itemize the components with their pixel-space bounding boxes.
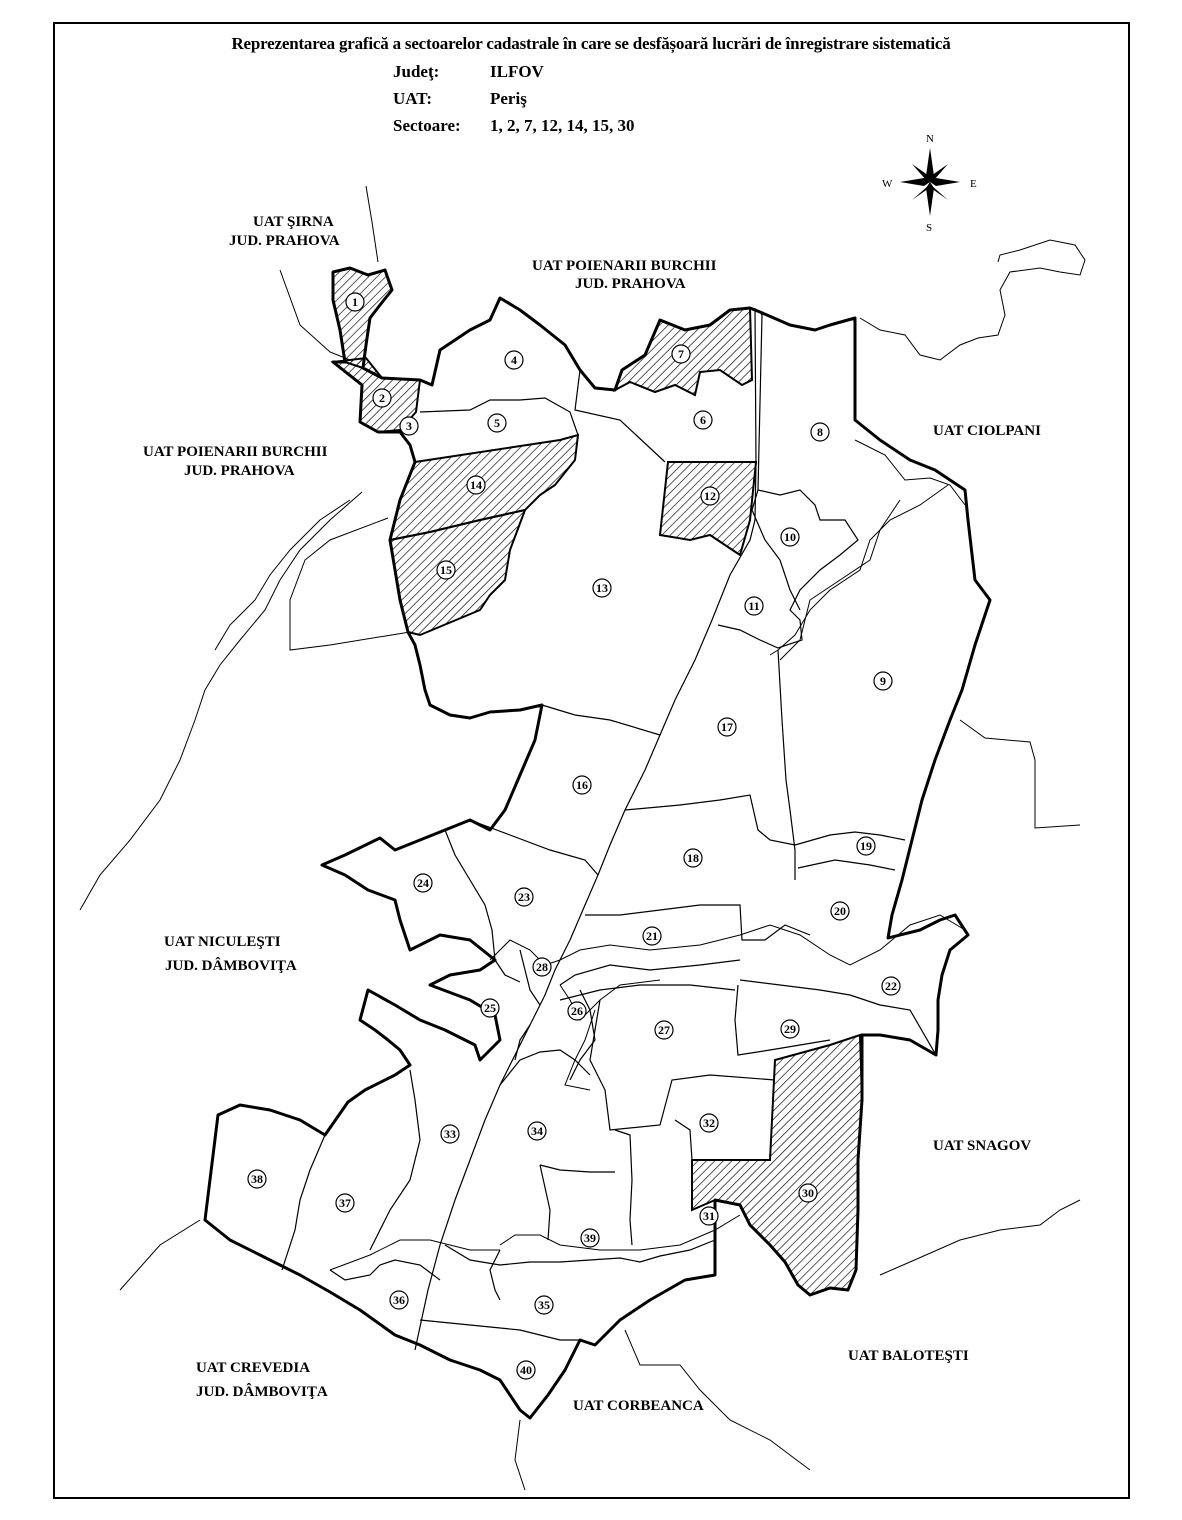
sector-marker-28 bbox=[533, 958, 551, 976]
sectoare-label: Sectoare: bbox=[393, 116, 461, 135]
sector-marker-33 bbox=[441, 1125, 459, 1143]
sector-marker-14 bbox=[467, 476, 485, 494]
sector-marker-1 bbox=[346, 293, 364, 311]
sector-marker-12 bbox=[701, 487, 719, 505]
sector-marker-29 bbox=[781, 1020, 799, 1038]
sector-number-38: 38 bbox=[251, 1172, 263, 1186]
sector-number-32: 32 bbox=[703, 1116, 715, 1130]
sector-marker-21 bbox=[643, 927, 661, 945]
sector-marker-18 bbox=[684, 849, 702, 867]
sector-number-8: 8 bbox=[817, 425, 823, 439]
sector-number-14: 14 bbox=[470, 478, 482, 492]
sector-number-9: 9 bbox=[880, 674, 886, 688]
sector-marker-39 bbox=[581, 1229, 599, 1247]
sector-number-35: 35 bbox=[538, 1298, 550, 1312]
sector-marker-20 bbox=[831, 902, 849, 920]
sector-marker-31 bbox=[700, 1207, 718, 1225]
sector-marker-13 bbox=[593, 579, 611, 597]
sector-number-29: 29 bbox=[784, 1022, 796, 1036]
label-sirna-1: UAT ŞIRNA bbox=[253, 214, 334, 230]
sector-number-40: 40 bbox=[520, 1363, 532, 1377]
sector-number-27: 27 bbox=[658, 1023, 670, 1037]
sector-number-10: 10 bbox=[784, 530, 796, 544]
label-poienarii-n-2: JUD. PRAHOVA bbox=[575, 276, 686, 292]
label-niculesti-2: JUD. DÂMBOVIŢA bbox=[165, 958, 297, 974]
sector-number-36: 36 bbox=[393, 1293, 405, 1307]
sector-marker-36 bbox=[390, 1291, 408, 1309]
sector-marker-23 bbox=[515, 888, 533, 906]
label-sirna-2: JUD. PRAHOVA bbox=[229, 233, 340, 249]
label-niculesti-1: UAT NICULEŞTI bbox=[164, 934, 281, 950]
compass-n: N bbox=[926, 133, 934, 145]
sector-marker-17 bbox=[718, 718, 736, 736]
sector-marker-25 bbox=[481, 999, 499, 1017]
judet-label: Judeţ: bbox=[393, 62, 440, 81]
compass-e: E bbox=[970, 178, 977, 190]
sector-number-16: 16 bbox=[576, 778, 588, 792]
sector-marker-35 bbox=[535, 1296, 553, 1314]
label-balotesti: UAT BALOTEŞTI bbox=[848, 1348, 969, 1364]
sector-number-26: 26 bbox=[571, 1004, 583, 1018]
sector-marker-2 bbox=[373, 389, 391, 407]
sector-number-12: 12 bbox=[704, 489, 716, 503]
sector-number-3: 3 bbox=[406, 419, 412, 433]
sector-marker-26 bbox=[568, 1002, 586, 1020]
sector-number-19: 19 bbox=[860, 839, 872, 853]
uat-label: UAT: bbox=[393, 89, 433, 108]
sector-marker-3 bbox=[400, 417, 418, 435]
compass-w: W bbox=[882, 178, 893, 190]
sector-number-22: 22 bbox=[885, 979, 897, 993]
map-title: Reprezentarea grafică a sectoarelor cadastrale în care se desfășoară lucrări de înregistrare sistematică bbox=[231, 34, 951, 53]
sector-number-23: 23 bbox=[518, 890, 530, 904]
label-corbeanca: UAT CORBEANCA bbox=[573, 1398, 704, 1414]
uat-value: Periş bbox=[490, 89, 527, 108]
sector-marker-38 bbox=[248, 1170, 266, 1188]
sector-number-7: 7 bbox=[678, 347, 684, 361]
sector-number-25: 25 bbox=[484, 1001, 496, 1015]
sector-number-18: 18 bbox=[687, 851, 699, 865]
sector-marker-16 bbox=[573, 776, 591, 794]
sector-marker-34 bbox=[528, 1122, 546, 1140]
sector-number-39: 39 bbox=[584, 1231, 596, 1245]
sector-number-13: 13 bbox=[596, 581, 608, 595]
sector-marker-15 bbox=[437, 561, 455, 579]
sector-marker-30 bbox=[799, 1184, 817, 1202]
label-poienarii-n-1: UAT POIENARII BURCHII bbox=[532, 258, 717, 274]
sector-marker-8 bbox=[811, 423, 829, 441]
compass-rose-icon bbox=[882, 133, 977, 234]
label-ciolpani: UAT CIOLPANI bbox=[933, 423, 1041, 439]
compass-s: S bbox=[926, 222, 933, 234]
sector-marker-9 bbox=[874, 672, 892, 690]
sector-number-2: 2 bbox=[379, 391, 385, 405]
sector-number-6: 6 bbox=[700, 413, 706, 427]
sector-marker-40 bbox=[517, 1361, 535, 1379]
sector-number-4: 4 bbox=[511, 353, 517, 367]
sector-marker-4 bbox=[505, 351, 523, 369]
label-crevedia-2: JUD. DÂMBOVIŢA bbox=[196, 1384, 328, 1400]
sector-12-area bbox=[660, 462, 756, 555]
label-crevedia-1: UAT CREVEDIA bbox=[196, 1360, 311, 1376]
sector-marker-10 bbox=[781, 528, 799, 546]
sector-number-24: 24 bbox=[417, 876, 429, 890]
sector-number-28: 28 bbox=[536, 960, 548, 974]
sector-number-37: 37 bbox=[339, 1196, 351, 1210]
sector-marker-5 bbox=[488, 414, 506, 432]
sector-marker-22 bbox=[882, 977, 900, 995]
label-snagov: UAT SNAGOV bbox=[933, 1138, 1032, 1154]
sector-marker-37 bbox=[336, 1194, 354, 1212]
sector-marker-6 bbox=[694, 411, 712, 429]
sector-marker-24 bbox=[414, 874, 432, 892]
judet-value: ILFOV bbox=[490, 62, 544, 81]
sector-number-11: 11 bbox=[748, 599, 760, 613]
label-poienarii-w-1: UAT POIENARII BURCHII bbox=[143, 444, 328, 460]
neighbor-lines bbox=[80, 186, 1085, 1490]
sector-1-area bbox=[333, 268, 392, 368]
sector-number-5: 5 bbox=[494, 416, 500, 430]
sectoare-value: 1, 2, 7, 12, 14, 15, 30 bbox=[490, 116, 635, 135]
label-poienarii-w-2: JUD. PRAHOVA bbox=[184, 463, 295, 479]
sector-marker-11 bbox=[745, 597, 763, 615]
sector-number-31: 31 bbox=[703, 1209, 715, 1223]
sector-marker-32 bbox=[700, 1114, 718, 1132]
sector-number-30: 30 bbox=[802, 1186, 814, 1200]
sector-number-34: 34 bbox=[531, 1124, 543, 1138]
sector-marker-19 bbox=[857, 837, 875, 855]
sector-30-area bbox=[692, 1035, 862, 1295]
sector-number-33: 33 bbox=[444, 1127, 456, 1141]
sector-number-17: 17 bbox=[721, 720, 733, 734]
sector-marker-7 bbox=[672, 345, 690, 363]
sector-marker-27 bbox=[655, 1021, 673, 1039]
sector-number-20: 20 bbox=[834, 904, 846, 918]
sector-number-1: 1 bbox=[352, 295, 358, 309]
sector-number-15: 15 bbox=[440, 563, 452, 577]
sector-number-21: 21 bbox=[646, 929, 658, 943]
